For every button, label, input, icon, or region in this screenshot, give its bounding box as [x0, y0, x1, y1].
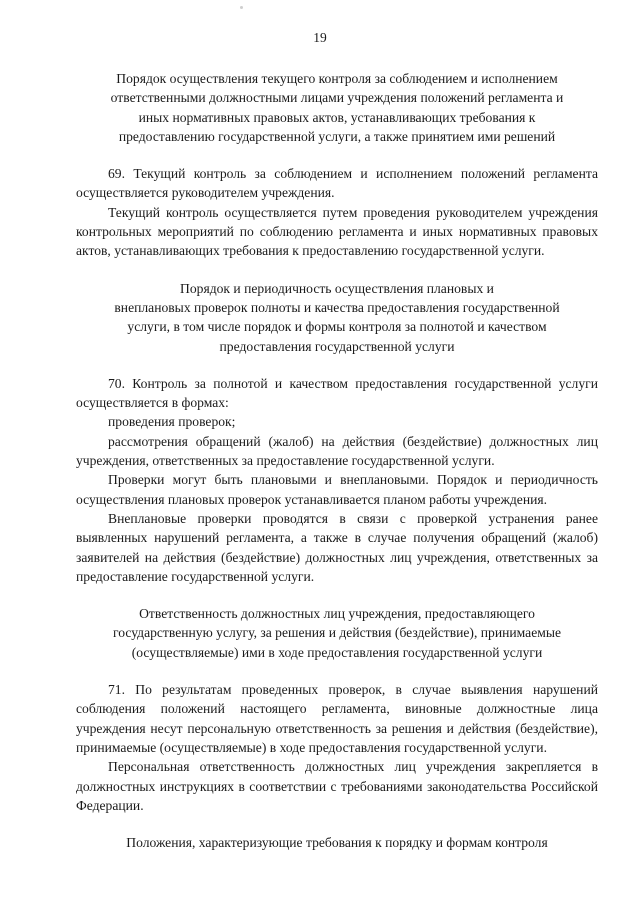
heading-line: предоставлению государственной услуги, а также принятием ими решений [118, 128, 556, 144]
heading-line: ответственными должностными лицами учреждения положений регламента и [110, 90, 564, 106]
page-number: 19 [313, 30, 327, 45]
spacer [76, 356, 598, 374]
paragraph-70-unscheduled: Внеплановые проверки проводятся в связи с проверкой устранения ранее выявленных нарушений регламента, а также в случае получения обращений (жалоб) заявителей на действия (бездействие) должностных лиц учреждения, ответственных за предоставление государственной услуги. [76, 510, 598, 584]
heading-line: внеплановых проверок полноты и качества предоставления государственной [114, 299, 560, 315]
spacer [76, 586, 598, 604]
section-heading-current-control [76, 69, 598, 146]
spacer [76, 815, 598, 833]
heading-line: Порядок и периодичность осуществления плановых и [180, 280, 494, 296]
paragraph-69-details: Текущий контроль осуществляется путем проведения руководителем учреждения контрольных мероприятий по соблюдению регламента и иных нормативных правовых актов, устанавливающих требования к предоставлению государственной услуги. [76, 204, 598, 259]
heading-line: государственную услугу, за решения и действия (бездействие), принимаемые [112, 625, 561, 641]
heading-line: предоставления государственной услуги [219, 338, 455, 354]
heading-line: услуги, в том числе порядок и формы контроля за полнотой и качеством [127, 319, 547, 335]
section-heading-inspections [76, 279, 598, 356]
paragraph-71-intro: 71. По результатам проведенных проверок, в случае выявления нарушений соблюдения положений настоящего регламента, виновные должностные лица учреждения несут персональную ответственность за решения и действия (бездействие), принимаемые (осуществляемые) в ходе предоставления государственной услуги. [76, 682, 598, 755]
heading-line: Порядок осуществления текущего контроля за соблюдением и исполнением [116, 71, 558, 86]
section-heading-responsibility [76, 604, 598, 662]
spacer [76, 146, 598, 164]
heading-line: (осуществляемые) ими в ходе предоставления государственной услуги [131, 644, 543, 660]
heading-line: Ответственность должностных лиц учреждения, предоставляющего [139, 606, 535, 622]
paragraph-69-intro: 69. Текущий контроль за соблюдением и исполнением положений регламента осуществляется руководителем учреждения. [76, 166, 598, 201]
heading-line: иных нормативных правовых актов, устанавливающих требования к [138, 109, 536, 125]
paragraph-70-intro: 70. Контроль за полнотой и качеством предоставления государственной услуги осуществляется в формах: [76, 375, 598, 411]
spacer [76, 662, 598, 680]
paragraph-70-inspection-types: Проверки могут быть плановыми и внеплановыми. Порядок и периодичность осуществления плановых проверок устанавливается планом работы учреждения. [76, 472, 598, 507]
spacer [76, 261, 598, 279]
scan-speck [240, 6, 243, 9]
section-heading-control-requirements: Положения, характеризующие требования к порядку и формам контроля [126, 835, 548, 851]
document-body [76, 69, 598, 852]
list-item: рассмотрения обращений (жалоб) на действия (бездействие) должностных лиц учреждения, ответственных за предоставление государственной услуги. [76, 433, 598, 469]
list-item: проведения проверок; [108, 414, 236, 430]
paragraph-71-personal-responsibility: Персональная ответственность должностных лиц учреждения закрепляется в должностных инструкциях в соответствии с требованиями законодательства Российской Федерации. [76, 759, 598, 813]
